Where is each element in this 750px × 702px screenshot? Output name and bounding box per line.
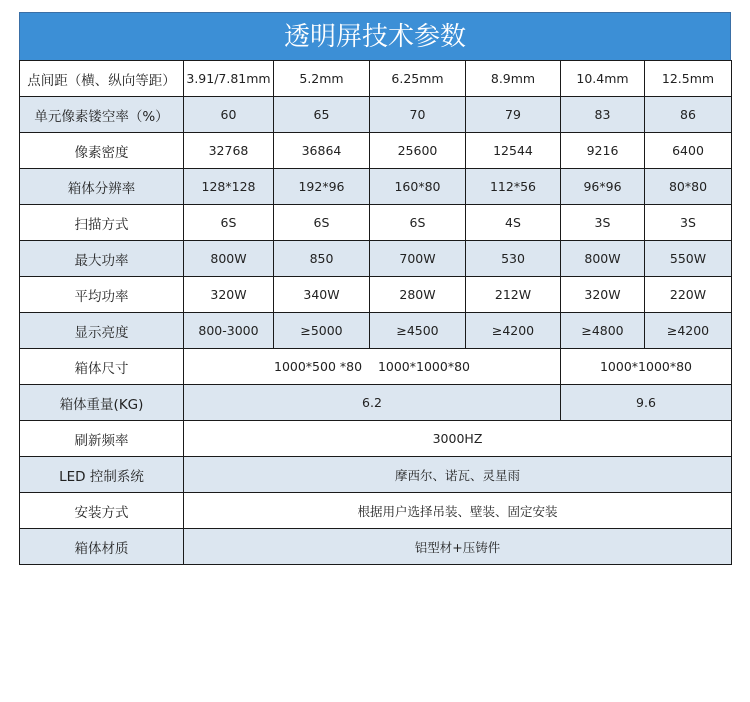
cell: 3000HZ: [184, 421, 732, 457]
cell: 86: [645, 97, 732, 133]
cell: 220W: [645, 277, 732, 313]
cell: ≥4500: [370, 313, 466, 349]
cell: 25600: [370, 133, 466, 169]
cell: 6S: [370, 205, 466, 241]
cell: 32768: [184, 133, 274, 169]
row-label: 安装方式: [20, 493, 184, 529]
cell: 212W: [466, 277, 561, 313]
row-label: 扫描方式: [20, 205, 184, 241]
row-label: 箱体材质: [20, 529, 184, 565]
cell: 10.4mm: [561, 61, 645, 97]
row-weight: [20, 385, 732, 421]
row-label: 箱体重量(KG): [20, 385, 184, 421]
cell: ≥4200: [645, 313, 732, 349]
cell: 8.9mm: [466, 61, 561, 97]
cell: 4S: [466, 205, 561, 241]
cell: 12.5mm: [645, 61, 732, 97]
cell: 根据用户选择吊装、壁装、固定安装: [184, 493, 732, 529]
cell: 1000*1000*80: [561, 349, 732, 385]
cell: 9216: [561, 133, 645, 169]
cell: 800W: [184, 241, 274, 277]
row-avg-power: [20, 277, 732, 313]
spec-sheet: [19, 12, 731, 565]
cell: 112*56: [466, 169, 561, 205]
cell: 340W: [274, 277, 370, 313]
cell: 摩西尔、诺瓦、灵星雨: [184, 457, 732, 493]
cell: 550W: [645, 241, 732, 277]
cell: 6.25mm: [370, 61, 466, 97]
cell: 6S: [184, 205, 274, 241]
cell: 36864: [274, 133, 370, 169]
row-label: 单元像素镂空率（%）: [20, 97, 184, 133]
cell: 850: [274, 241, 370, 277]
cell: 65: [274, 97, 370, 133]
cell: ≥5000: [274, 313, 370, 349]
cell: 800-3000: [184, 313, 274, 349]
row-control: [20, 457, 732, 493]
row-label: LED 控制系统: [20, 457, 184, 493]
row-label: 箱体分辨率: [20, 169, 184, 205]
cell: 128*128: [184, 169, 274, 205]
row-label: 显示亮度: [20, 313, 184, 349]
cell: 83: [561, 97, 645, 133]
row-brightness: [20, 313, 732, 349]
row-clearance: [20, 97, 732, 133]
row-resolution: [20, 169, 732, 205]
cell: 320W: [184, 277, 274, 313]
cell: ≥4800: [561, 313, 645, 349]
row-label: 平均功率: [20, 277, 184, 313]
cell: ≥4200: [466, 313, 561, 349]
cell: 96*96: [561, 169, 645, 205]
cell: 192*96: [274, 169, 370, 205]
cell: 1000*500 *80 1000*1000*80: [184, 349, 561, 385]
cell: 70: [370, 97, 466, 133]
cell: 80*80: [645, 169, 732, 205]
sheet-title: 透明屏技术参数: [19, 12, 731, 60]
cell: 530: [466, 241, 561, 277]
cell: 800W: [561, 241, 645, 277]
cell: 320W: [561, 277, 645, 313]
row-label: 点间距（横、纵向等距）: [20, 61, 184, 97]
cell: 铝型材+压铸件: [184, 529, 732, 565]
cell: 700W: [370, 241, 466, 277]
cell: 3.91/7.81mm: [184, 61, 274, 97]
cell: 160*80: [370, 169, 466, 205]
cell: 6.2: [184, 385, 561, 421]
row-max-power: [20, 241, 732, 277]
cell: 3S: [561, 205, 645, 241]
cell: 280W: [370, 277, 466, 313]
row-label: 像素密度: [20, 133, 184, 169]
row-label: 刷新频率: [20, 421, 184, 457]
row-pitch: [20, 61, 732, 97]
row-label: 箱体尺寸: [20, 349, 184, 385]
cell: 9.6: [561, 385, 732, 421]
cell: 6400: [645, 133, 732, 169]
cell: 3S: [645, 205, 732, 241]
cell: 5.2mm: [274, 61, 370, 97]
row-scan: [20, 205, 732, 241]
cell: 6S: [274, 205, 370, 241]
row-refresh: [20, 421, 732, 457]
cell: 60: [184, 97, 274, 133]
row-install: [20, 493, 732, 529]
row-size: [20, 349, 732, 385]
cell: 12544: [466, 133, 561, 169]
cell: 79: [466, 97, 561, 133]
row-label: 最大功率: [20, 241, 184, 277]
spec-table: [19, 60, 732, 565]
row-material: [20, 529, 732, 565]
row-density: [20, 133, 732, 169]
